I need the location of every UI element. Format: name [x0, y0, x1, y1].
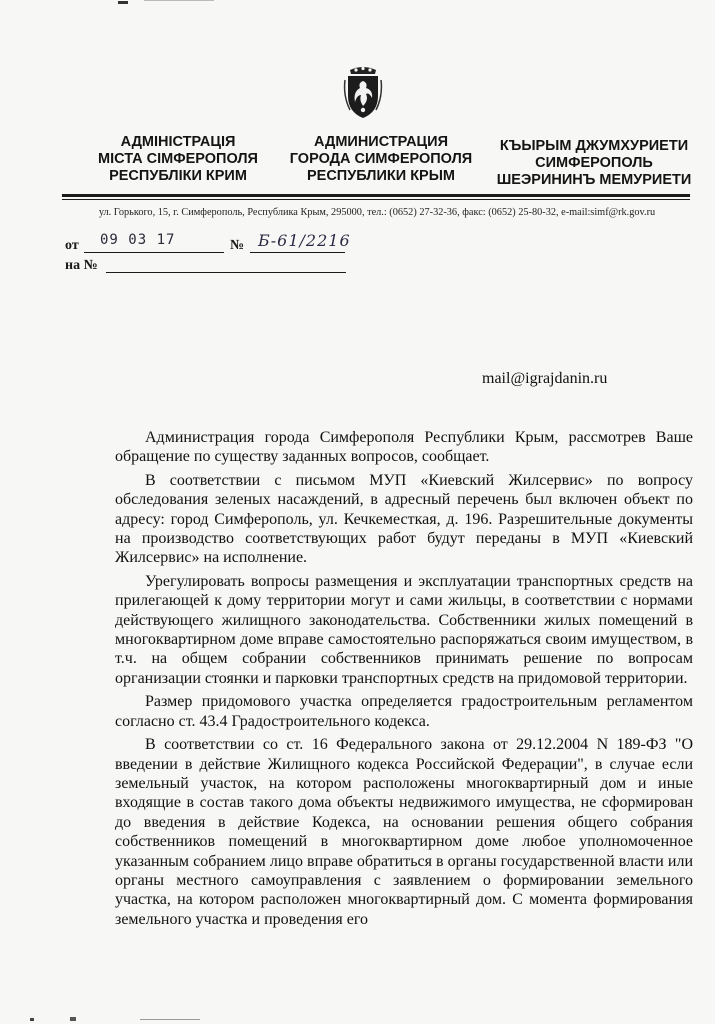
scan-artifact-top [96, 0, 246, 7]
letter-body [115, 428, 693, 933]
header-crh-line-1: КЪЫРЫМ ДЖУМХУРИЕТИ [499, 138, 689, 154]
scan-artifact-bottom [0, 1012, 715, 1024]
contact-address: ул. Горького, 15, г. Симферополь, Республика Крым, 295000, тел.: (0652) 27-32-36, факс: (0652) 25-80-32, e-mail:simf@rk.gov.ru [98, 207, 656, 218]
from-label: от [65, 238, 79, 253]
header-rus-line-2: ГОРОДА СИМФЕРОПОЛЯ [289, 151, 473, 167]
registration-date: 09 03 17 [100, 232, 176, 248]
crimea-coat-of-arms-icon [342, 66, 384, 120]
paragraph-2: В соответствии с письмом МУП «Киевский Жилсервис» по вопросу обследования зеленых насаждений, в адресный перечень был включен объект по адресу: город Симферополь, ул. Кечкеместкая, д. 196. Разрешительные документы на производство соответствующих работ будут переданы в МУП «Киевский Жилсервис» на исполнение. [115, 471, 693, 567]
number-underline [250, 252, 345, 253]
paragraph-3: Урегулировать вопросы размещения и эксплуатации транспортных средств на прилегающей к дому территории могут и сами жильцы, в соответствии с нормами действующего жилищного законодательства. Собственники жилых помещений в многоквартирном доме вправе самостоятельно распоряжаться своим имуществом, в т.ч. на общем собрании собственников принимать решение по вопросам организации стоянки и парковки транспортных средств на придомовой территории. [115, 572, 693, 687]
recipient-email: mail@igrajdanin.ru [482, 370, 608, 387]
date-underline [84, 252, 224, 253]
header-ukrainian [78, 134, 278, 185]
header-divider-thin [62, 199, 690, 200]
reply-label: на № [65, 258, 98, 273]
header-ukr-line-3: РЕСПУБЛІКИ КРИМ [109, 168, 247, 184]
registration-number: Б-61/2216 [258, 231, 351, 250]
header-ukr-line-1: АДМІНІСТРАЦІЯ [120, 134, 236, 150]
header-divider-thick [62, 194, 690, 197]
header-crh-line-2: СИМФЕРОПОЛЬ [535, 155, 653, 171]
paragraph-5: В соответствии со ст. 16 Федерального закона от 29.12.2004 N 189-ФЗ "О введении в действие Жилищного кодекса Российской Федерации", в случае если земельный участок, на котором расположены многоквартирный дом и иные входящие в состав такого дома объекты недвижимого имущества, не сформирован до введения в действие Кодекса, на основании решения общего собрания собственников помещений в многоквартирном доме любое уполномоченное указанным собранием лицо вправе обратиться в органы государственной власти или органы местного самоуправления с заявлением о формировании земельного участка, на котором расположен многоквартирный дом. С момента формирования земельного участка и проведения его [115, 736, 693, 928]
header-rus-line-1: АДМИНИСТРАЦИЯ [313, 134, 448, 150]
header-crh-line-3: ШЕЭРИНИНЪ МЕМУРИЕТИ [496, 172, 692, 188]
paragraph-4: Размер придомового участка определяется градостроительным регламентом согласно ст. 43.4 Градостроительного кодекса. [115, 693, 693, 730]
header-ukr-line-2: МІСТА СІМФЕРОПОЛЯ [98, 151, 258, 167]
header-rus-line-3: РЕСПУБЛИКИ КРЫМ [306, 168, 455, 184]
header-russian [276, 134, 486, 185]
paragraph-1: Администрация города Симферополя Республики Крым, рассмотрев Ваше обращение по существу заданных вопросов, сообщает. [115, 429, 693, 466]
reply-number-underline [106, 272, 346, 273]
header-crimean-tatar [484, 138, 704, 189]
number-label: № [230, 238, 245, 253]
